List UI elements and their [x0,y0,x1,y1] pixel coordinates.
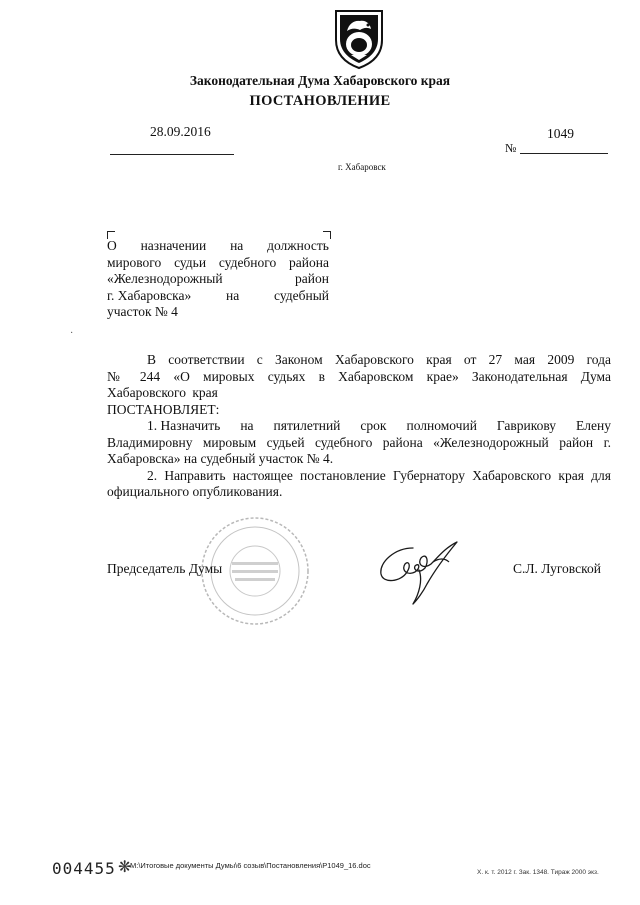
snowflake-icon: ❋ [118,859,132,876]
subject-word: г. Хабаровска» [107,287,192,303]
subject-word: участок № 4 [107,304,178,319]
signatory-name: С.Л. Луговской [513,561,601,576]
number-sign: № [505,141,517,155]
document-body [107,352,611,501]
item-word: полномочий [406,418,477,433]
subject-line [107,288,329,305]
subject-word: «Железнодорожный [107,271,223,286]
subject-word: на [230,238,244,253]
preamble-word: 2009 [547,352,575,367]
subject-word: должность [267,238,329,253]
preamble-word: года [586,352,611,367]
file-path: M:\Итоговые документы Думы\6 созыв\Постановления\P1049_16.doc [130,861,371,870]
document-number: 1049 [547,126,574,141]
subject-line [107,238,329,255]
city-label: г. Хабаровск [338,162,386,172]
number-underline [520,153,608,154]
subject-word: мирового [107,254,162,270]
item-word: на [240,418,254,433]
preamble-word: соответствии [168,352,245,367]
preamble-continuation: № 244 «О мировых судьях в Хабаровском крае» Законодательная Дума Хабаровского края [107,368,611,400]
preamble-word: с [256,352,263,367]
item-word: 1. Назначить [147,418,221,433]
subject-line [107,271,329,288]
item-1-continuation: Владимировну мировым судьей судебного района «Железнодорожный район г. Хабаровска» на судебный участок № 4. [107,434,611,466]
document-subject [107,238,329,321]
subject-word: район [295,271,329,286]
preamble-first-line [107,352,611,369]
coat-of-arms-icon [332,8,386,70]
item-word: пятилетний [273,418,341,433]
handwritten-signature [373,540,465,606]
registration-number: 004455 [52,859,116,878]
preamble-word: края [426,352,452,367]
subject-word: судебного [218,254,277,270]
item-word: срок [360,418,387,433]
item-word: Елену [576,418,611,433]
subject-line [107,304,329,321]
subject-word: судьи [174,254,207,270]
document-date: 28.09.2016 [150,124,211,139]
resolves-heading: ПОСТАНОВЛЯЕТ: [107,401,220,417]
preamble-word: от [463,352,477,367]
item-1-first-line [107,418,611,435]
preamble-word: В [147,352,157,367]
item-word: Гаврикову [496,418,557,433]
document-title: ПОСТАНОВЛЕНИЕ [249,93,391,109]
subject-word: назначении [140,238,207,253]
subject-line [107,255,329,272]
preamble-word: мая [514,352,536,367]
subject-word: О [107,238,117,253]
date-underline [110,154,234,155]
subject-word: района [289,254,329,270]
print-info: Х. к. т. 2012 г. Зак. 1348. Тираж 2000 экз. [477,869,599,876]
signatory-position: Председатель Думы [107,561,223,576]
margin-mark: · [70,328,74,339]
preamble-word: Законом [275,352,323,367]
preamble-word: Хабаровского [334,352,414,367]
preamble-word: 27 [488,352,503,367]
subject-word: судебный [274,287,329,303]
organization-name: Законодательная Дума Хабаровского края [189,73,451,88]
subject-word: на [226,287,240,303]
item-2: 2. Направить настоящее постановление Губернатору Хабаровского края для официального опубликования. [107,467,611,499]
